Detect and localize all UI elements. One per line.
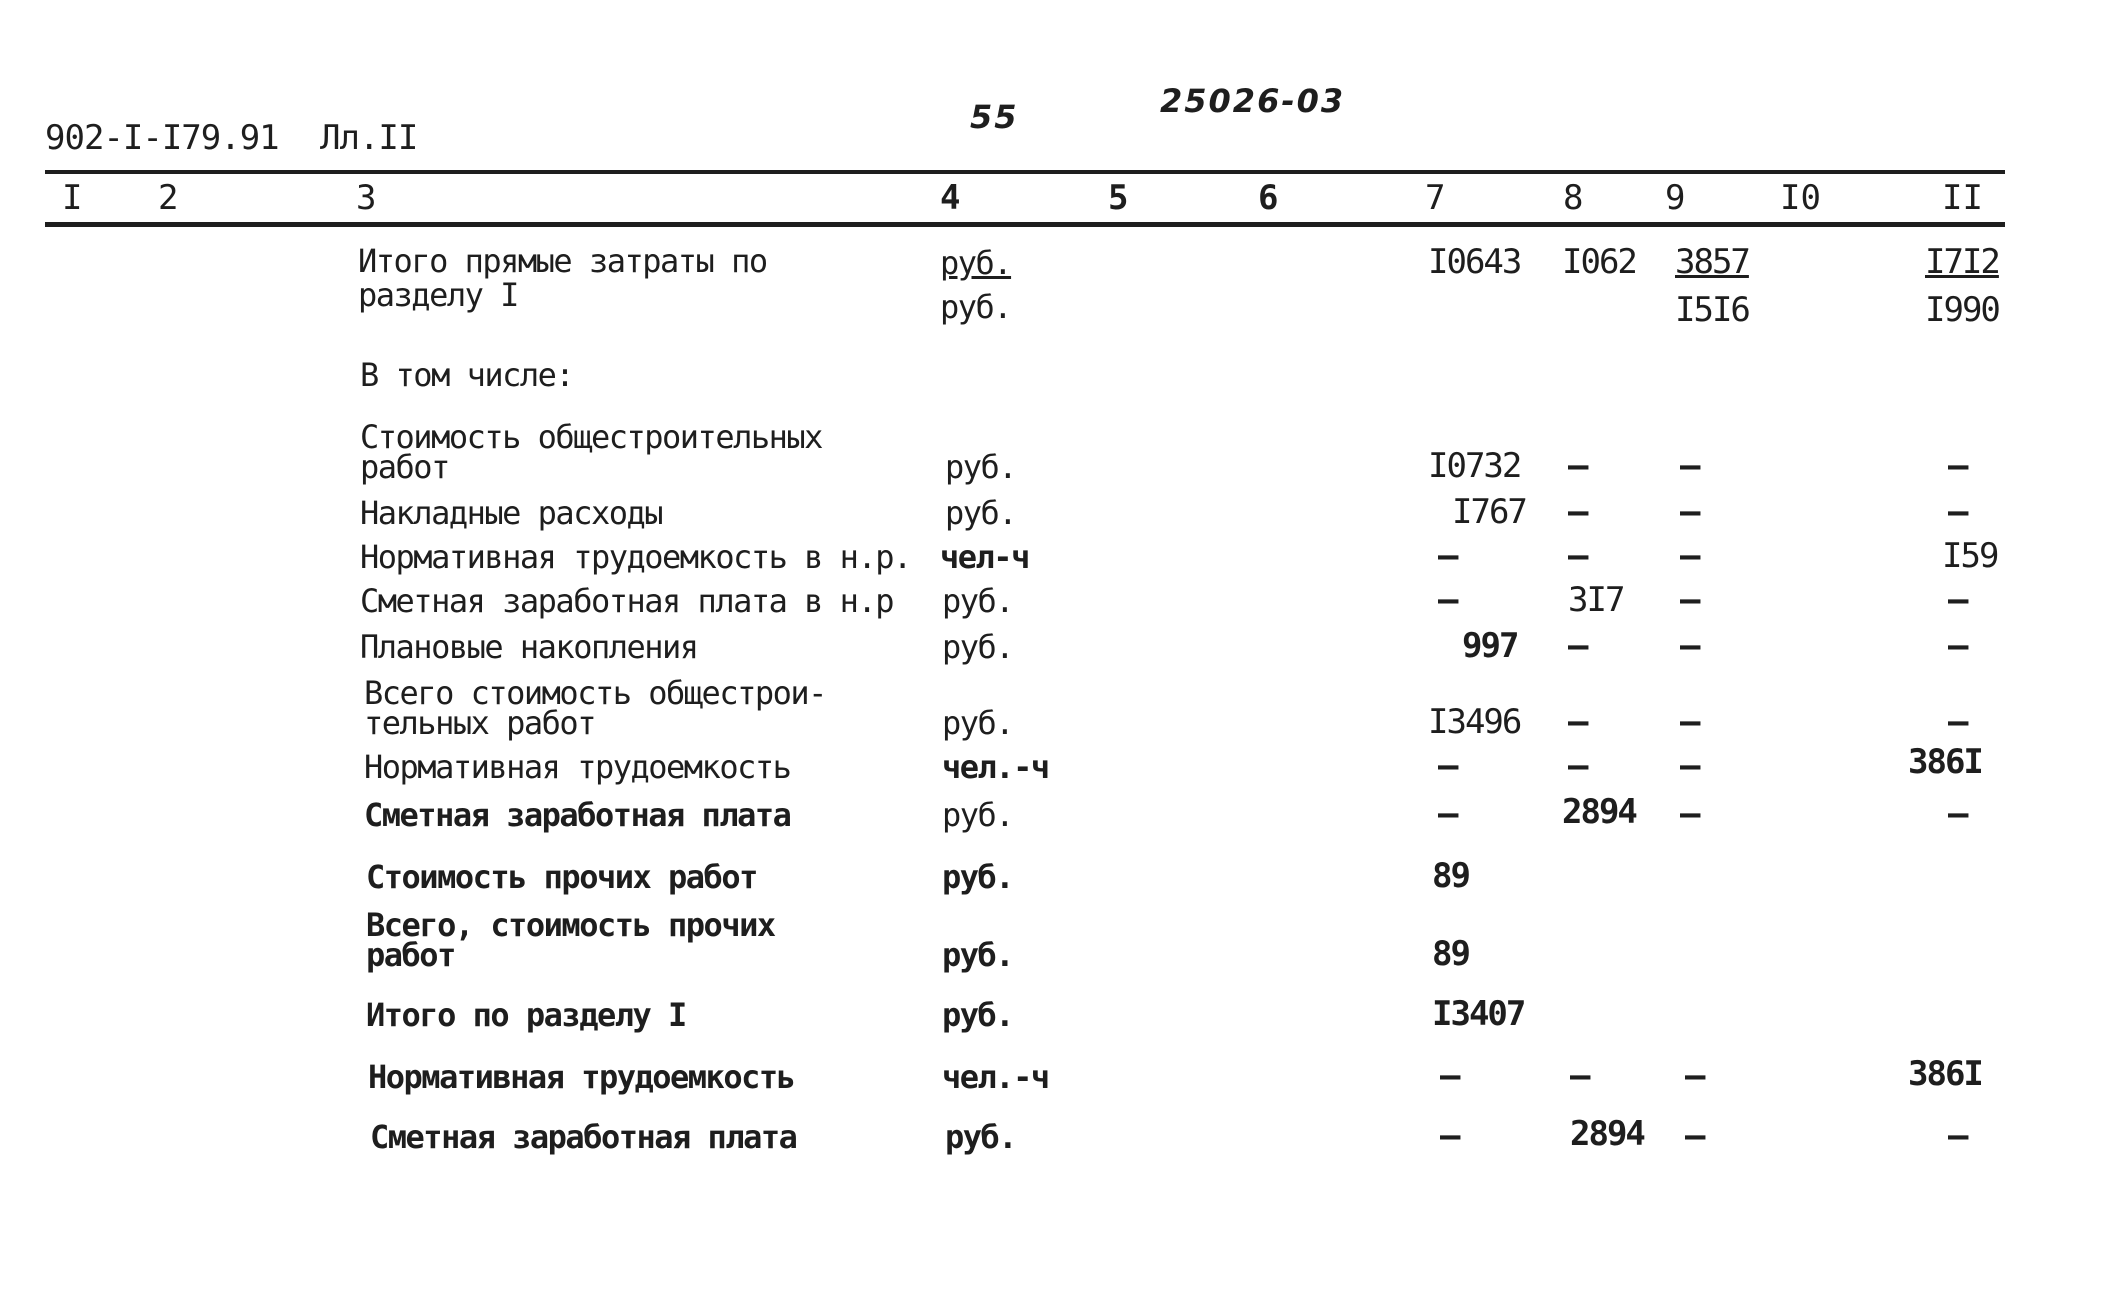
- value-cell: –: [1680, 702, 1699, 742]
- value-cell: 3I7: [1568, 580, 1624, 620]
- table-top-rule: [45, 170, 2005, 174]
- value-cell: I767: [1452, 492, 1526, 532]
- unit-cell: руб.: [942, 996, 1014, 1034]
- sheet-number: Лл.II: [320, 118, 418, 158]
- value-cell: –: [1438, 580, 1457, 620]
- unit-cell: чел.-ч: [942, 748, 1049, 786]
- row-label: Стоимость общестроительных: [360, 418, 822, 456]
- document-code: 902-I-I79.91: [45, 118, 279, 158]
- value-cell: I3407: [1432, 994, 1525, 1034]
- value-cell: –: [1680, 580, 1699, 620]
- value-cell: –: [1680, 626, 1699, 666]
- value-cell: –: [1680, 492, 1699, 532]
- header-bottom-rule: [45, 222, 2005, 227]
- unit-cell: руб.: [945, 448, 1017, 486]
- value-cell: 386I: [1908, 742, 1982, 782]
- row-label: тельных работ: [364, 704, 595, 742]
- value-cell: –: [1948, 794, 1967, 834]
- column-number: II: [1942, 178, 1983, 218]
- unit-cell: чел.-ч: [942, 1058, 1049, 1096]
- value-cell: 2894: [1562, 792, 1636, 832]
- unit-cell: руб.: [942, 936, 1014, 974]
- row-label: Нормативная трудоемкость в н.р.: [360, 538, 911, 576]
- value-cell: 2894: [1570, 1114, 1644, 1154]
- unit-cell: руб.: [945, 494, 1017, 532]
- value-cell: I3496: [1428, 702, 1521, 742]
- value-cell: I990: [1925, 290, 1999, 330]
- value-cell: I5I6: [1675, 290, 1749, 330]
- row-label: Итого прямые затраты по: [358, 242, 767, 280]
- column-number: 7: [1425, 178, 1446, 218]
- row-label: Всего стоимость общестрои-: [364, 674, 826, 712]
- column-number: 9: [1665, 178, 1686, 218]
- column-number: 2: [158, 178, 179, 218]
- subheading: В том числе:: [360, 356, 574, 394]
- value-cell: –: [1568, 536, 1587, 576]
- value-cell: I062: [1562, 242, 1636, 282]
- value-cell: 89: [1432, 934, 1469, 974]
- column-number: 4: [940, 178, 961, 218]
- column-number: I0: [1780, 178, 1821, 218]
- row-label: Сметная заработная плата в н.р: [360, 582, 893, 620]
- row-label: Нормативная трудоемкость: [368, 1058, 795, 1096]
- value-cell: –: [1680, 746, 1699, 786]
- value-cell: –: [1568, 746, 1587, 786]
- row-label: Сметная заработная плата: [370, 1118, 797, 1156]
- value-cell: –: [1685, 1116, 1704, 1156]
- value-cell: –: [1680, 446, 1699, 486]
- value-cell: 386I: [1908, 1054, 1982, 1094]
- value-cell: –: [1440, 1056, 1459, 1096]
- unit-cell: руб.: [945, 1118, 1017, 1156]
- value-cell: –: [1948, 702, 1967, 742]
- value-cell: –: [1438, 746, 1457, 786]
- value-cell: –: [1438, 536, 1457, 576]
- value-cell: –: [1568, 626, 1587, 666]
- archive-number: 25026-03: [1160, 82, 1346, 120]
- row-label: Плановые накопления: [360, 628, 698, 666]
- unit-cell: руб.: [942, 858, 1014, 896]
- value-cell: –: [1685, 1056, 1704, 1096]
- value-cell: –: [1948, 626, 1967, 666]
- row-label: Стоимость прочих работ: [366, 858, 757, 896]
- value-cell: I0643: [1428, 242, 1521, 282]
- row-label: Сметная заработная плата: [364, 796, 791, 834]
- value-cell: I0732: [1428, 446, 1521, 486]
- column-number: I: [62, 178, 83, 218]
- unit-cell: руб.: [940, 288, 1012, 326]
- value-cell: I7I2: [1925, 242, 1999, 282]
- column-number: 3: [356, 178, 377, 218]
- value-cell: –: [1948, 580, 1967, 620]
- row-label: работ: [360, 448, 449, 486]
- unit-cell: руб.: [940, 244, 1012, 282]
- row-label: Итого по разделу I: [366, 996, 686, 1034]
- value-cell: –: [1568, 446, 1587, 486]
- unit-cell: руб.: [942, 628, 1014, 666]
- value-cell: I59: [1942, 536, 1998, 576]
- value-cell: 89: [1432, 856, 1469, 896]
- value-cell: –: [1680, 794, 1699, 834]
- column-number: 5: [1108, 178, 1129, 218]
- value-cell: –: [1948, 1116, 1967, 1156]
- page-number: 55: [970, 98, 1019, 136]
- value-cell: 997: [1462, 626, 1518, 666]
- unit-cell: чел-ч: [940, 538, 1029, 576]
- row-label: Нормативная трудоемкость: [364, 748, 791, 786]
- value-cell: –: [1570, 1056, 1589, 1096]
- value-cell: –: [1440, 1116, 1459, 1156]
- unit-cell: руб.: [942, 704, 1014, 742]
- row-label: работ: [366, 936, 455, 974]
- value-cell: –: [1948, 492, 1967, 532]
- value-cell: –: [1948, 446, 1967, 486]
- row-label: Накладные расходы: [360, 494, 663, 532]
- column-number: 6: [1258, 178, 1279, 218]
- column-number: 8: [1563, 178, 1584, 218]
- row-label: Всего, стоимость прочих: [366, 906, 775, 944]
- value-cell: –: [1680, 536, 1699, 576]
- value-cell: –: [1568, 702, 1587, 742]
- unit-cell: руб.: [942, 796, 1014, 834]
- value-cell: 3857: [1675, 242, 1749, 282]
- value-cell: –: [1438, 794, 1457, 834]
- value-cell: –: [1568, 492, 1587, 532]
- row-label: разделу I: [358, 276, 518, 314]
- unit-cell: руб.: [942, 582, 1014, 620]
